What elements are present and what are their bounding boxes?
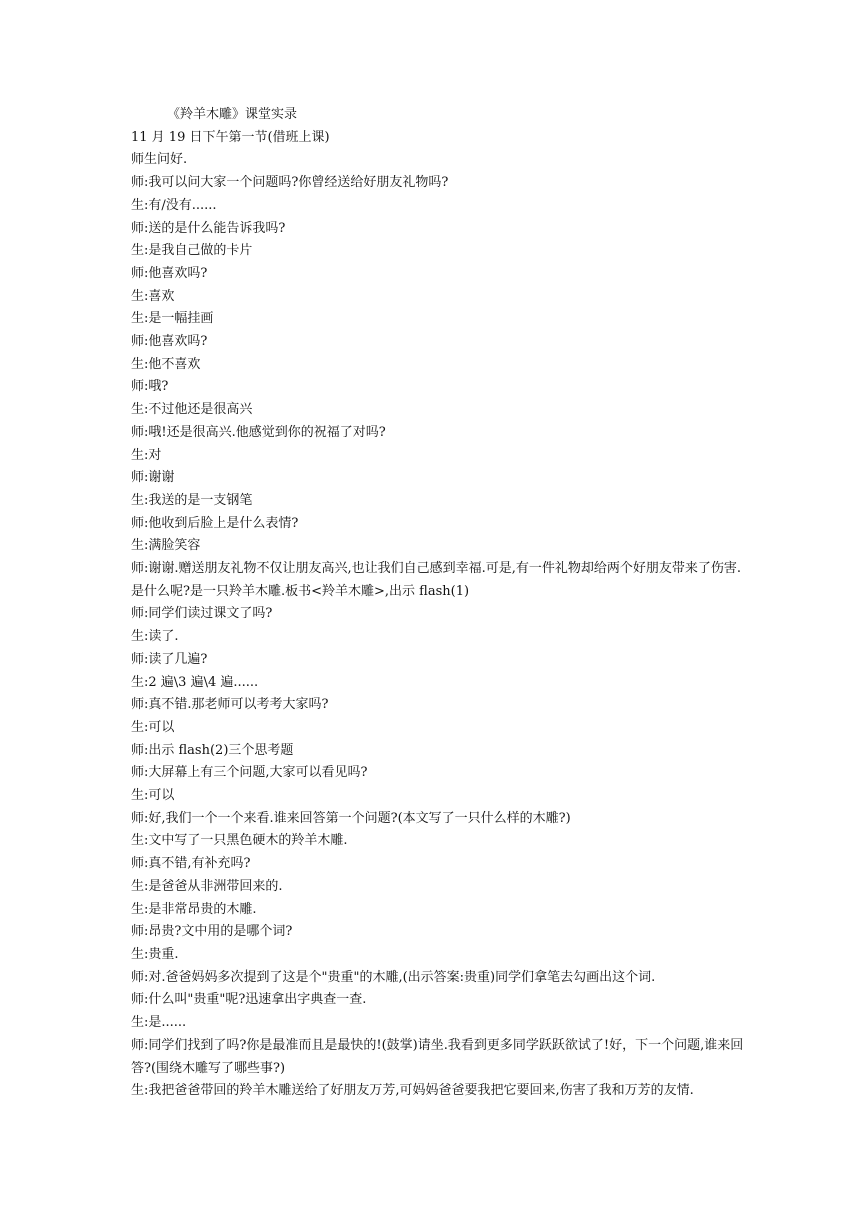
transcript-line: 生:他不喜欢: [131, 356, 201, 372]
transcript-line: 生:我把爸爸带回的羚羊木雕送给了好朋友万芳,可妈妈爸爸要我把它要回来,伤害了我和万芳的友情.: [131, 1083, 694, 1099]
document-body: [131, 104, 746, 1103]
transcript-line: 生:是一幅挂画: [131, 311, 214, 327]
transcript-line: 生:有/没有......: [131, 197, 217, 213]
transcript-line: 师:谢谢.赠送朋友礼物不仅让朋友高兴,也让我们自己感到幸福.可是,有一件礼物却给两个好朋友带来了伤害.是什么呢?是一只羚羊木雕.板书<羚羊木雕>,出示 flash(1): [131, 561, 742, 599]
transcript-line: 生:我送的是一支钢笔: [131, 492, 253, 508]
transcript-line: 生:是......: [131, 1015, 187, 1031]
transcript-line: 生:2 遍\3 遍\4 遍......: [131, 674, 259, 690]
transcript-line: 师:什么叫"贵重"呢?迅速拿出字典查一查.: [131, 992, 367, 1008]
transcript-line: 师:同学们读过课文了吗?: [131, 606, 273, 622]
transcript-line: 生:贵重.: [131, 947, 179, 962]
transcript-line: 生:是爸爸从非洲带回来的.: [131, 878, 283, 894]
transcript-line: 生:是非常昂贵的木雕.: [131, 901, 257, 917]
document-title: 《羚羊木雕》课堂实录: [167, 107, 298, 122]
transcript-line: 师:昂贵?文中用的是哪个词?: [131, 924, 293, 940]
transcript-line: 生:可以: [131, 788, 175, 804]
transcript-line: 11 月 19 日下午第一节(借班上课): [131, 129, 330, 145]
transcript-line: 师:他喜欢吗?: [131, 334, 208, 350]
transcript-lines: [131, 127, 746, 1103]
transcript-line: 生:不过他还是很高兴: [131, 402, 253, 418]
transcript-line: 师:读了几遍?: [131, 651, 208, 667]
transcript-line: 师:同学们找到了吗?你是最准而且是最快的!(鼓掌)请坐.我看到更多同学跃跃欲试了!好，下一个问题,谁来回答?(围绕木雕写了哪些事?): [131, 1037, 744, 1076]
transcript-line: 师:好,我们一个一个来看.谁来回答第一个问题?(本文写了一只什么样的木雕?): [131, 810, 571, 826]
transcript-line: 师:真不错,有补充吗?: [131, 856, 251, 872]
transcript-line: 生:喜欢: [131, 288, 175, 304]
transcript-line: 师:他喜欢吗?: [131, 265, 208, 281]
transcript-line: 生:是我自己做的卡片: [131, 243, 253, 259]
transcript-line: 生:满脸笑容: [131, 538, 201, 554]
transcript-line: 师:送的是什么能告诉我吗?: [131, 220, 286, 236]
transcript-line: 生:文中写了一只黑色硬木的羚羊木雕.: [131, 833, 348, 849]
transcript-line: 师:谢谢: [131, 470, 175, 486]
transcript-line: 师:哦!还是很高兴.他感觉到你的祝福了对吗?: [131, 424, 386, 440]
transcript-line: 师:对.爸爸妈妈多次提到了这是个"贵重"的木雕,(出示答案:贵重)同学们拿笔去勾画出这个词.: [131, 969, 656, 985]
transcript-line: 师:大屏幕上有三个问题,大家可以看见吗?: [131, 765, 368, 781]
transcript-line: 师:真不错.那老师可以考考大家吗?: [131, 697, 329, 713]
transcript-line: 师生问好.: [131, 152, 188, 168]
transcript-line: 生:对: [131, 447, 162, 463]
transcript-line: 师:哦?: [131, 379, 169, 395]
transcript-line: 生:读了.: [131, 629, 179, 645]
transcript-line: 生:可以: [131, 719, 175, 735]
transcript-line: 师:我可以问大家一个问题吗?你曾经送给好朋友礼物吗?: [131, 175, 449, 191]
transcript-line: 师:他收到后脸上是什么表情?: [131, 515, 299, 531]
transcript-line: 师:出示 flash(2)三个思考题: [131, 742, 294, 758]
